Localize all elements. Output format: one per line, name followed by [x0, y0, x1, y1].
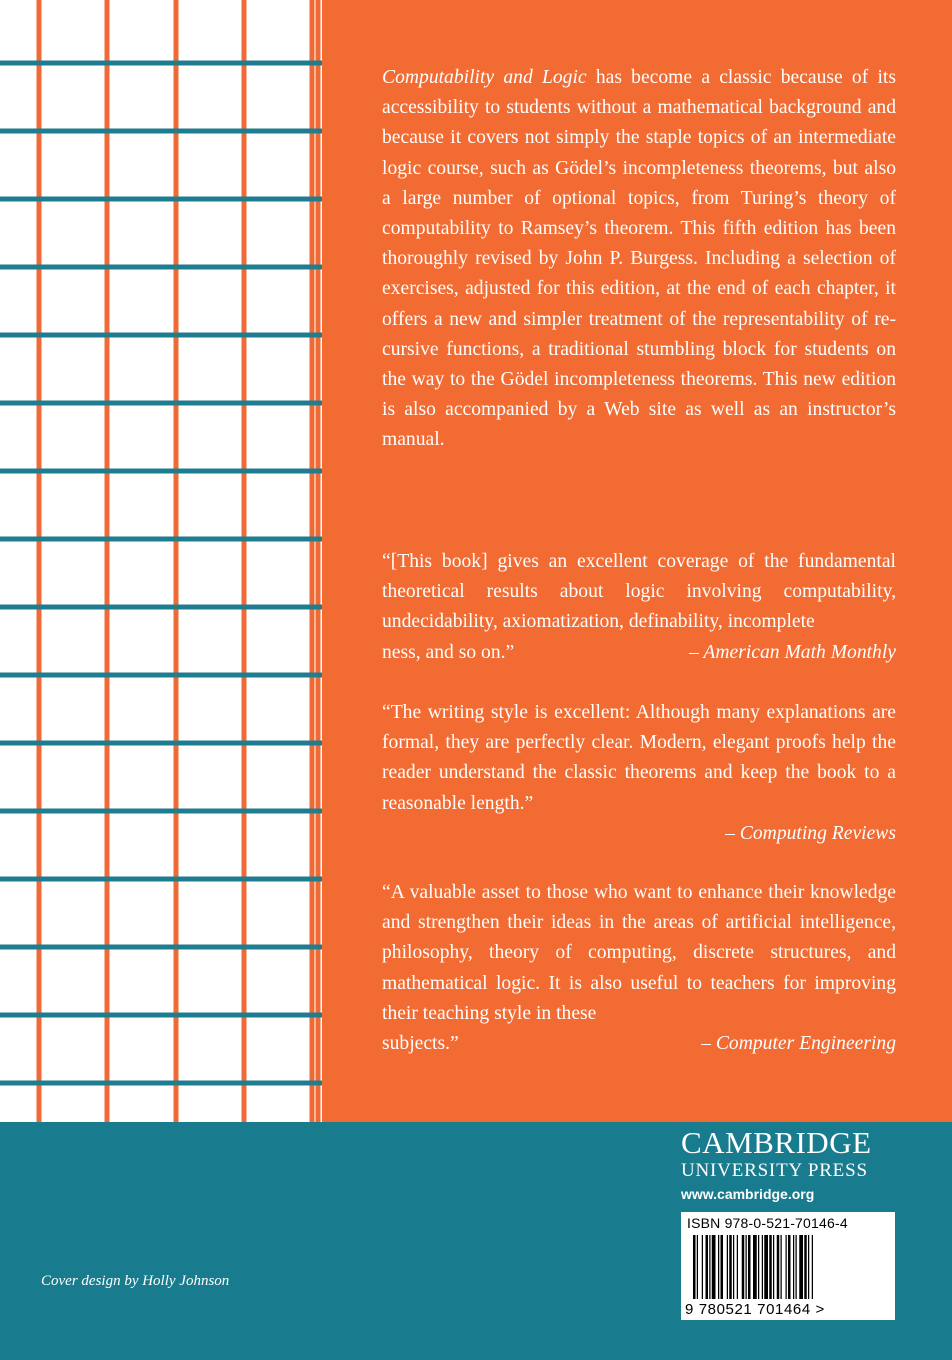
- grid-horizontal-line: [0, 401, 322, 406]
- review-source: – Computing Reviews: [725, 822, 896, 844]
- barcode-bar: [709, 1235, 710, 1299]
- barcode-bar: [712, 1235, 716, 1299]
- grid-vertical-line: [174, 0, 179, 1122]
- barcode-bar: [769, 1235, 772, 1299]
- grid-vertical-line: [316, 0, 321, 1122]
- barcode-bar: [729, 1235, 732, 1299]
- description-text: has become a classic because of its accessibility to students without a mathematical background and because it covers not simply the staple topics of an intermediate logic course, such as Gödel’s incompleteness theorems, but also a large number of optional topics, from Turing’s theory of computability to Ramsey’s theorem. This fifth edition has been thoroughly revised by John P. Burgess. Including a selection of exercises, adjusted for this edition, at the end of each chapter, it offers a new and simpler treatment of the representability of recursive functions, a traditional stumbling block for students on the way to the Gödel incompleteness theorems. This new edition is also accompanied by a Web site as well as an instructor’s manual.: [382, 67, 896, 451]
- barcode-bar: [718, 1235, 719, 1299]
- cover-credit: Cover design by Holly Johnson: [41, 1273, 230, 1289]
- barcode-bar: [753, 1235, 757, 1299]
- barcode-bar: [804, 1235, 807, 1299]
- isbn-text: ISBN 978-0-521-70146-4: [687, 1215, 848, 1231]
- barcode-bar: [808, 1235, 809, 1299]
- barcode-bar: [706, 1235, 709, 1299]
- barcode-bar: [796, 1235, 797, 1299]
- publisher-logo: [681, 1126, 896, 1205]
- barcode-bar: [762, 1235, 763, 1299]
- book-title: Computability and Logic: [382, 67, 587, 88]
- barcode-label: [681, 1212, 895, 1320]
- grid-horizontal-line: [0, 197, 322, 202]
- grid-horizontal-line: [0, 877, 322, 882]
- review-source: – American Math Monthly: [689, 641, 896, 663]
- grid-horizontal-line: [0, 61, 322, 66]
- book-description: [382, 63, 896, 456]
- grid-horizontal-line: [0, 1013, 322, 1018]
- grid-vertical-line: [105, 0, 110, 1122]
- barcode-bar: [693, 1235, 696, 1299]
- barcode-bar: [758, 1235, 759, 1299]
- barcode-bar: [737, 1235, 738, 1299]
- grid-horizontal-line: [0, 129, 322, 134]
- grid-pattern: [0, 0, 322, 1122]
- review-quote: “The writing style is excellent: Although many explanations are formal, they are perfectly clear. Modern, elegant proofs help the reader understand the classic theorems and keep the book to a reasonable length.”: [382, 702, 896, 814]
- barcode-bar: [697, 1235, 698, 1299]
- barcode-bar: [788, 1235, 791, 1299]
- barcode-bar: [786, 1235, 787, 1299]
- publisher-name: CAMBRIDGE: [681, 1125, 872, 1160]
- review-quote-end: subjects.”: [382, 1033, 459, 1055]
- grid-horizontal-line: [0, 537, 322, 542]
- review-source: – Computer Engineering: [701, 1033, 896, 1055]
- grid-horizontal-line: [0, 673, 322, 678]
- review-quote: “A valuable asset to those who want to enhance their knowledge and strengthen their ideas in the areas of artificial intelligence, philosophy, theory of computing, discrete structures, and mathematical logic. It is also useful to teachers for improving their teaching style in these: [382, 882, 896, 1024]
- review-computing-reviews: [382, 698, 896, 849]
- barcode-bar: [733, 1235, 734, 1299]
- review-american-math-monthly: [382, 547, 896, 668]
- grid-horizontal-line: [0, 945, 322, 950]
- barcode-bar: [773, 1235, 774, 1299]
- grid-horizontal-line: [0, 265, 322, 270]
- grid-horizontal-line: [0, 469, 322, 474]
- grid-vertical-line: [242, 0, 247, 1122]
- barcode-bar: [764, 1235, 768, 1299]
- barcode-bar: [742, 1235, 745, 1299]
- barcode-bar: [746, 1235, 747, 1299]
- grid-vertical-line: [37, 0, 42, 1122]
- barcode-bar: [781, 1235, 782, 1299]
- review-computer-engineering: [382, 878, 896, 1059]
- grid-lines: [0, 0, 322, 1122]
- grid-horizontal-line: [0, 741, 322, 746]
- publisher-url: www.cambridge.org: [681, 1186, 815, 1202]
- publisher-subname: UNIVERSITY PRESS: [681, 1160, 868, 1181]
- grid-horizontal-line: [0, 809, 322, 814]
- grid-horizontal-line: [0, 1081, 322, 1086]
- grid-horizontal-line: [0, 605, 322, 610]
- review-quote: “[This book] gives an excellent coverage of the fundamental theoretical results about logic involving computability, undecidability, axiomatization, definability, incomplete: [382, 551, 896, 633]
- barcode-bar: [777, 1235, 780, 1299]
- grid-horizontal-line: [0, 333, 322, 338]
- barcode-bar: [748, 1235, 751, 1299]
- barcode-bar: [812, 1235, 813, 1299]
- barcode-bar: [799, 1235, 803, 1299]
- barcode-bar: [721, 1235, 724, 1299]
- grid-vertical-line: [310, 0, 315, 1122]
- barcode-bar: [793, 1235, 794, 1299]
- barcode-digits: 9 780521 701464 >: [685, 1301, 825, 1318]
- barcode-bar: [702, 1235, 703, 1299]
- barcode-bar: [727, 1235, 728, 1299]
- review-quote-end: ness, and so on.”: [382, 641, 515, 663]
